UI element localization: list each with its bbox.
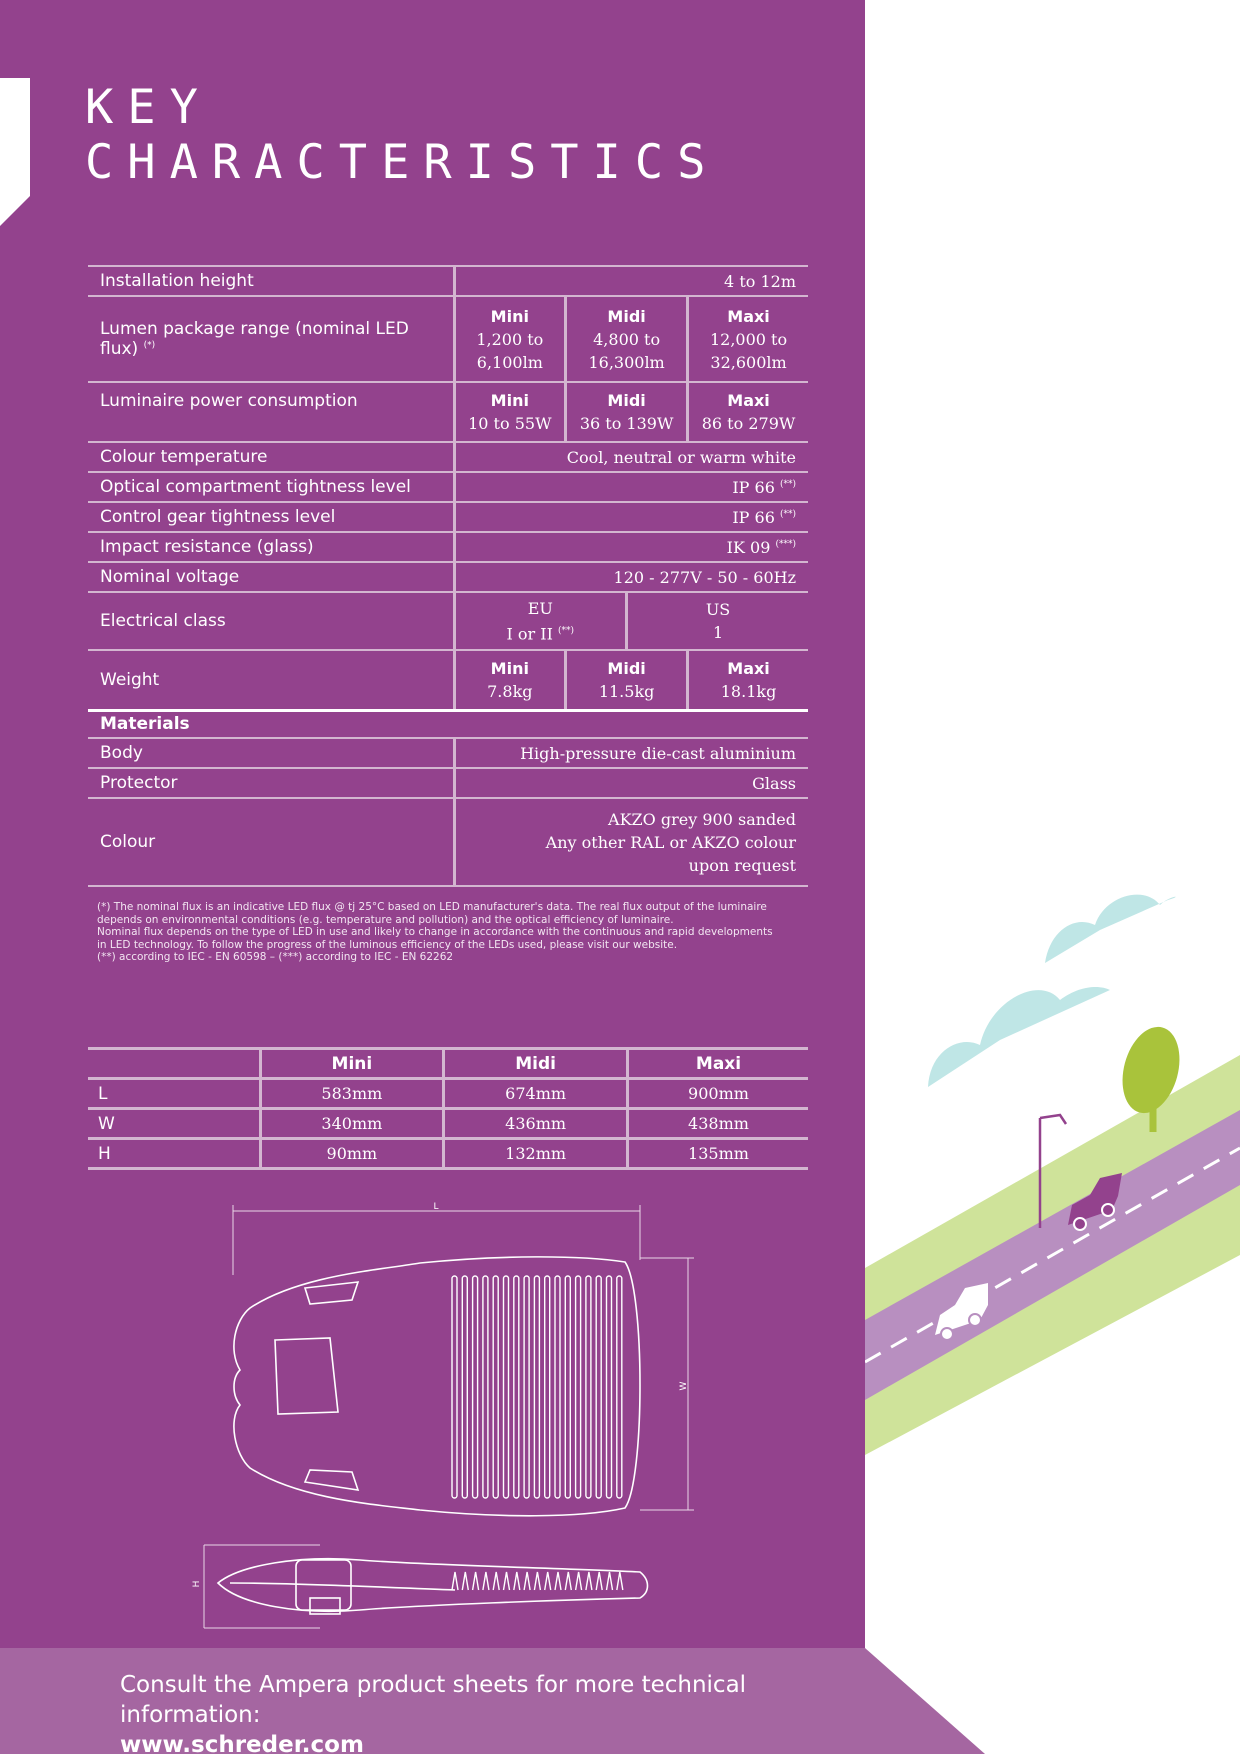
dimension-value: 436mm (444, 1109, 628, 1139)
footer-text (120, 1670, 865, 1754)
dimensions-row-l (88, 1079, 808, 1109)
heatsink-fin (452, 1276, 457, 1498)
dimension-value: 135mm (628, 1139, 809, 1169)
dimensions-row-h (88, 1139, 808, 1169)
dimensions-header-mini: Mini (260, 1049, 444, 1079)
heatsink-fin (493, 1276, 498, 1498)
heatsink-fin (514, 1276, 519, 1498)
weight-mini: Mini 7.8kg (454, 650, 566, 710)
page-title: KEY CHARACTERISTICS (85, 80, 720, 190)
row-impact-resistance (88, 532, 808, 562)
dimension-value: 674mm (444, 1079, 628, 1109)
row-weight (88, 650, 808, 710)
heatsink-fin (576, 1276, 581, 1498)
heatsink-side-fin (493, 1572, 499, 1590)
heatsink-side-fin (617, 1572, 623, 1590)
luminaire-drawing (0, 1195, 865, 1635)
gear-tightness-label: Control gear tightness level (88, 502, 454, 532)
dimension-label-h: H (192, 1580, 202, 1588)
weight-maxi: Maxi 18.1kg (688, 650, 808, 710)
heatsink-side-fin (524, 1572, 530, 1590)
heatsink-fins (452, 1276, 622, 1498)
installation-height-label: Installation height (88, 266, 454, 296)
heatsink-fin (504, 1276, 509, 1498)
heatsink-fin (534, 1276, 539, 1498)
heatsink-side-fin (483, 1572, 489, 1590)
dimension-label: L (88, 1079, 260, 1109)
row-materials-header (88, 710, 808, 738)
dimensions-header-maxi: Maxi (628, 1049, 809, 1079)
heatsink-side-fin (576, 1572, 582, 1590)
heatsink-fin (607, 1276, 612, 1498)
heatsink-side-fin (607, 1572, 613, 1590)
heatsink-fin (524, 1276, 529, 1498)
luminaire-side-view (218, 1559, 648, 1614)
heatsink-side-fin (565, 1572, 571, 1590)
cloud-lower (928, 987, 1110, 1087)
impact-resistance-label: Impact resistance (glass) (88, 532, 454, 562)
dimension-value: 583mm (260, 1079, 444, 1109)
row-colour-temperature (88, 442, 808, 472)
body-label: Body (88, 738, 454, 768)
heatsink-fin (555, 1276, 560, 1498)
nominal-voltage-value: 120 - 277V - 50 - 60Hz (454, 562, 808, 592)
optical-tightness-label: Optical compartment tightness level (88, 472, 454, 502)
dimension-value: 90mm (260, 1139, 444, 1169)
power-maxi: Maxi 86 to 279W (688, 382, 808, 442)
heatsink-side-fin (473, 1572, 479, 1590)
gear-tightness-value: IP 66 (**) (454, 502, 808, 532)
dimension-label: W (88, 1109, 260, 1139)
footnote-line: depends on environmental conditions (e.g. temperature and pollution) and the optical efficiency of luminaire. (97, 913, 674, 926)
installation-height-value: 4 to 12m (454, 266, 808, 296)
power-midi: Midi 36 to 139W (566, 382, 688, 442)
heatsink-fin (565, 1276, 570, 1498)
weight-midi: Midi 11.5kg (566, 650, 688, 710)
heatsink-side-fin (514, 1572, 520, 1590)
heatsink-side-fin (586, 1572, 592, 1590)
heatsink-side-fin (555, 1572, 561, 1590)
dimensions-table (88, 1047, 808, 1170)
row-power-consumption (88, 382, 808, 442)
footnote-line: in LED technology. To follow the progress of the luminous efficiency of the LEDs used, please visit our website. (97, 938, 678, 951)
footnote-line: (*) The nominal flux is an indicative LED flux @ tj 25°C based on LED manufacturer's data. The real flux output of the luminaire (97, 901, 767, 913)
heatsink-side-fin (462, 1572, 468, 1590)
electrical-class-us: US 1 (627, 592, 808, 650)
footnotes (97, 901, 817, 964)
lumen-maxi: Maxi 12,000 to 32,600lm (688, 296, 808, 382)
row-colour (88, 798, 808, 886)
colour-label: Colour (88, 798, 454, 886)
row-protector (88, 768, 808, 798)
dimension-value: 132mm (444, 1139, 628, 1169)
heatsink-side-fins (452, 1572, 623, 1590)
dimension-label-l: L (433, 1202, 439, 1212)
heatsink-side-fin (534, 1572, 540, 1590)
optical-tightness-value: IP 66 (**) (454, 472, 808, 502)
row-electrical-class (88, 592, 808, 650)
lumen-midi: Midi 4,800 to 16,300lm (566, 296, 688, 382)
heatsink-side-fin (596, 1572, 602, 1590)
dimensions-header-row (88, 1049, 808, 1079)
heatsink-fin (473, 1276, 478, 1498)
impact-resistance-value: IK 09 (***) (454, 532, 808, 562)
row-gear-tightness (88, 502, 808, 532)
body-value: High-pressure die-cast aluminium (454, 738, 808, 768)
electrical-class-label: Electrical class (88, 592, 454, 650)
heatsink-fin (462, 1276, 467, 1498)
power-mini: Mini 10 to 55W (454, 382, 566, 442)
lumen-mini: Mini 1,200 to 6,100lm (454, 296, 566, 382)
row-lumen-package (88, 296, 808, 382)
row-optical-tightness (88, 472, 808, 502)
footer-message: Consult the Ampera product sheets for more technical information: (120, 1672, 747, 1728)
protector-value: Glass (454, 768, 808, 798)
dimension-value: 900mm (628, 1079, 809, 1109)
luminaire-top-view (234, 1257, 640, 1516)
dimensions-row-w (88, 1109, 808, 1139)
heatsink-side-fin (545, 1572, 551, 1590)
colour-temperature-value: Cool, neutral or warm white (454, 442, 808, 472)
power-consumption-label: Luminaire power consumption (88, 382, 454, 442)
dimension-value: 340mm (260, 1109, 444, 1139)
heatsink-fin (586, 1276, 591, 1498)
footnote-line: (**) according to IEC - EN 60598 – (***) according to IEC - EN 62262 (97, 951, 454, 963)
heatsink-fin (617, 1276, 622, 1498)
heatsink-side-fin (504, 1572, 510, 1590)
weight-label: Weight (88, 650, 454, 710)
protector-label: Protector (88, 768, 454, 798)
row-nominal-voltage (88, 562, 808, 592)
dimensions-header-blank (88, 1049, 260, 1079)
dimension-value: 438mm (628, 1109, 809, 1139)
footer-band (0, 1648, 865, 1754)
row-body (88, 738, 808, 768)
cloud-upper (1045, 895, 1176, 963)
materials-header: Materials (88, 710, 808, 738)
colour-value: AKZO grey 900 sanded Any other RAL or AKZO colour upon request (454, 798, 808, 886)
footnote-line: Nominal flux depends on the type of LED in use and likely to change in accordance with the continuous and rapid developments (97, 926, 773, 938)
colour-temperature-label: Colour temperature (88, 442, 454, 472)
electrical-class-eu: EU I or II (**) (454, 592, 627, 650)
heatsink-fin (596, 1276, 601, 1498)
dimensions-header-midi: Midi (444, 1049, 628, 1079)
row-installation-height (88, 266, 808, 296)
heatsink-side-fin (452, 1572, 458, 1590)
specifications-table (88, 265, 808, 887)
nominal-voltage-label: Nominal voltage (88, 562, 454, 592)
website-link[interactable]: www.schreder.com (120, 1732, 364, 1754)
dimension-label-w: W (679, 1381, 689, 1391)
heatsink-fin (483, 1276, 488, 1498)
dimension-label: H (88, 1139, 260, 1169)
lumen-package-label: Lumen package range (nominal LED flux) (*) (88, 296, 454, 382)
corner-notch (0, 78, 30, 226)
heatsink-fin (545, 1276, 550, 1498)
